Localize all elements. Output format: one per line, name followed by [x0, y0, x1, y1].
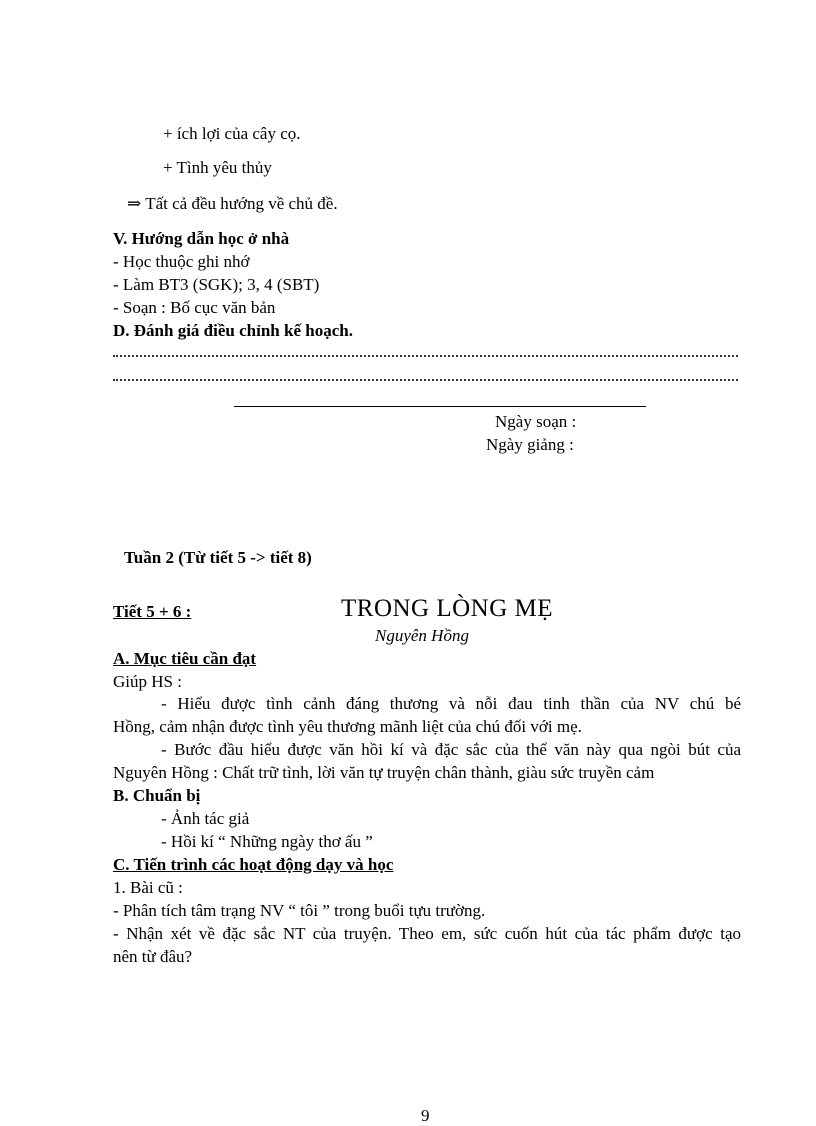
review-question-2-line-2: nên từ đâu?	[113, 947, 193, 966]
section-c-sub1: 1. Bài cũ :	[113, 878, 183, 897]
section-b-item: - Hồi kí “ Những ngày thơ ấu ”	[161, 832, 373, 851]
dotted-line-1	[113, 353, 738, 357]
week-heading: Tuần 2 (Từ tiết 5 -> tiết 8)	[124, 548, 312, 567]
separator-rule	[234, 406, 646, 407]
plus-item-2: + Tình yêu thủy	[163, 158, 272, 177]
objective-1-line-2: Hồng, cảm nhận được tình yêu thương mãnh liệt của chú đối với mẹ.	[113, 717, 582, 736]
section-v-item: - Soạn : Bố cục văn bản	[113, 298, 276, 317]
section-b-heading: B. Chuẩn bị	[113, 786, 201, 805]
section-b-item: - Ảnh tác giả	[161, 809, 250, 828]
date-prepared: Ngày soạn :	[495, 412, 577, 431]
plus-item-1: + ích lợi của cây cọ.	[163, 124, 301, 143]
section-a-intro: Giúp HS :	[113, 672, 182, 691]
section-a-heading: A. Mục tiêu cần đạt	[113, 649, 257, 668]
conclusion-line	[127, 195, 338, 214]
date-taught: Ngày giảng :	[486, 435, 574, 454]
dotted-line-2	[113, 377, 738, 381]
section-d-heading: D. Đánh giá điều chỉnh kế hoạch.	[113, 321, 353, 340]
objective-1-line-1: - Hiểu được tình cảnh đáng thương và nỗi đau tinh thần của NV chú bé	[161, 694, 741, 713]
objective-2-line-1: - Bước đầu hiểu được văn hồi kí và đặc sắc của thể văn này qua ngòi bút của	[161, 740, 741, 759]
implies-arrow-icon: ⇒	[127, 194, 142, 213]
section-c-heading: C. Tiến trình các hoạt động dạy và học	[113, 855, 394, 874]
conclusion-text: Tất cả đều hướng về chủ đề.	[145, 194, 338, 213]
lesson-label: Tiết 5 + 6 :	[113, 602, 192, 621]
objective-2-line-2: Nguyên Hồng : Chất trữ tình, lời văn tự truyện chân thành, giàu sức truyền cảm	[113, 763, 655, 782]
lesson-title: TRONG LÒNG MẸ	[341, 595, 554, 622]
section-v-item: - Làm BT3 (SGK); 3, 4 (SBT)	[113, 275, 320, 294]
page-number: 9	[421, 1106, 430, 1125]
section-v-heading: V. Hướng dẫn học ở nhà	[113, 229, 290, 248]
review-question-1: - Phân tích tâm trạng NV “ tôi ” trong buổi tựu trường.	[113, 901, 486, 920]
lesson-author: Nguyên Hồng	[375, 626, 469, 645]
review-question-2-line-1: - Nhận xét về đặc sắc NT của truyện. Theo em, sức cuốn hút của tác phẩm được tạo	[113, 924, 741, 943]
section-v-item: - Học thuộc ghi nhớ	[113, 252, 250, 271]
